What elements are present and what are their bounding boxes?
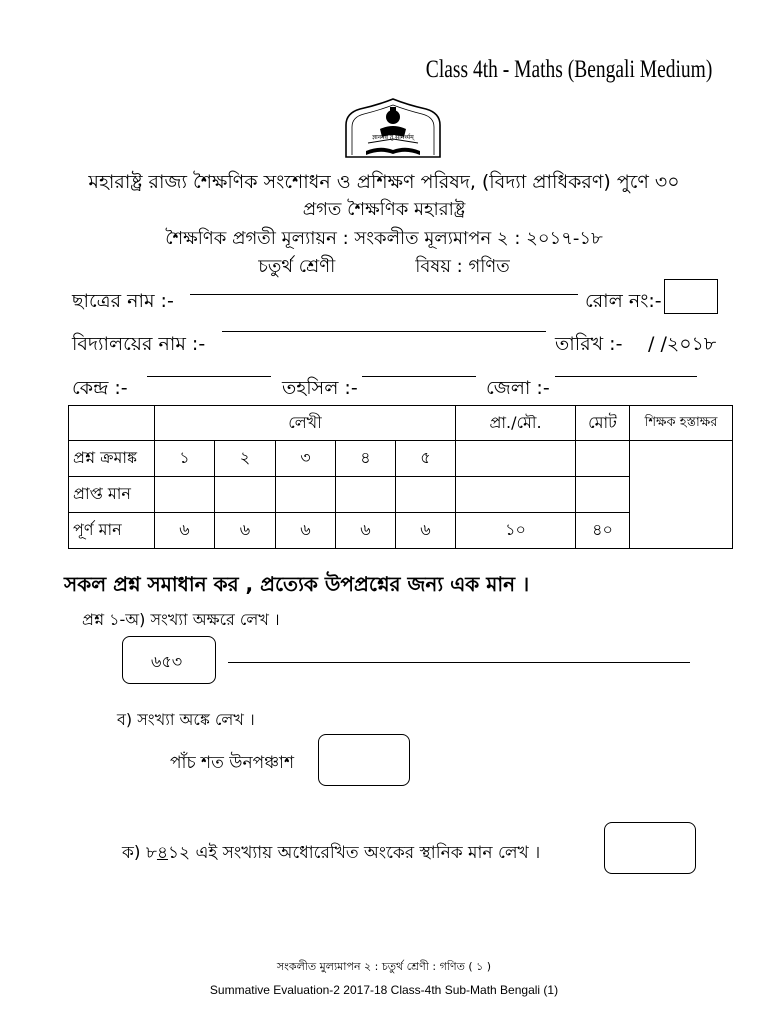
- school-name-label: বিদ্যালয়ের নাম :-: [72, 333, 206, 355]
- class-label: চতুর্থ শ্রেণী: [258, 256, 336, 277]
- footer-english: Summative Evaluation-2 2017-18 Class-4th Sub-Math Bengali (1): [209, 983, 559, 997]
- answer-line-1a[interactable]: [228, 662, 690, 663]
- answer-box-1b[interactable]: [318, 734, 410, 786]
- table-cell: ৫: [396, 441, 456, 477]
- question-1a: প্রশ্ন ১-অ) সংখ্যা অক্ষরে লেখ ।: [82, 610, 280, 629]
- centre-field[interactable]: [147, 376, 271, 377]
- table-cell[interactable]: [215, 477, 276, 513]
- roll-no-box[interactable]: [664, 279, 718, 314]
- marks-table: [68, 405, 733, 549]
- number-653: ৬৫৩: [151, 652, 183, 671]
- table-cell: ৬: [276, 513, 336, 549]
- table-cell: ৩: [276, 441, 336, 477]
- table-cell[interactable]: [155, 477, 215, 513]
- council-title: মহারাষ্ট্র রাজ্য শৈক্ষণিক সংশোধন ও প্রশিক্ষণ পরিষদ, (বিদ্যা প্রাধিকরণ) পুণে ৩০: [88, 171, 680, 193]
- table-cell: [456, 441, 576, 477]
- tehsil-field[interactable]: [362, 376, 476, 377]
- question-1c: [122, 840, 540, 868]
- instructions: সকল প্রশ্ন সমাধান কর , প্রত্যেক উপপ্রশ্নের জন্য এক মান ।: [64, 572, 530, 596]
- table-cell: ৬: [336, 513, 396, 549]
- table-cell: ৪০: [576, 513, 630, 549]
- centre-label: কেন্দ্র :-: [72, 377, 128, 399]
- table-cell[interactable]: [456, 477, 576, 513]
- table-cell: [576, 441, 630, 477]
- table-cell: ২: [215, 441, 276, 477]
- scert-emblem-logo: [338, 95, 448, 161]
- answer-box-1c[interactable]: [604, 822, 696, 874]
- table-cell: ৬: [396, 513, 456, 549]
- number-in-words: পাঁচ শত উনপঞ্চাশ: [170, 753, 295, 773]
- student-name-field[interactable]: [190, 294, 578, 295]
- table-cell: ৬: [155, 513, 215, 549]
- subject-label: বিষয় : গণিত: [415, 256, 510, 277]
- page-header-title: Class 4th - Maths (Bengali Medium): [425, 56, 712, 83]
- teacher-signature-cell[interactable]: [630, 441, 733, 549]
- question-1c-prefix: ক) ৮: [122, 843, 157, 863]
- underlined-digit: ৪: [156, 843, 168, 863]
- class-subject-line: [0, 252, 768, 283]
- table-cell[interactable]: [336, 477, 396, 513]
- teacher-signature-header: শিক্ষক হস্তাক্ষর: [630, 406, 733, 441]
- date-value: / /২০১৮: [648, 333, 717, 355]
- table-cell[interactable]: [276, 477, 336, 513]
- row-label-question-no: প্রশ্ন ক্রমাঙ্ক: [69, 441, 155, 477]
- school-name-field[interactable]: [222, 331, 546, 332]
- oral-header: প্রা./মৌ.: [456, 406, 576, 441]
- table-cell: ৪: [336, 441, 396, 477]
- tehsil-label: তহসিল :-: [282, 377, 358, 399]
- evaluation-title: শৈক্ষণিক প্রগতী মূল্যায়ন : সংকলীত মূল্যমাপন ২ : ২০১৭-১৮: [165, 228, 603, 249]
- footer-bengali: সংকলীত মুল্যমাপন ২ : চতুর্থ শ্রেণী : গণিত ( ১ ): [276, 960, 492, 973]
- written-header: লেখী: [155, 406, 456, 441]
- table-cell[interactable]: [576, 477, 630, 513]
- total-header: মোট: [576, 406, 630, 441]
- row-label-marks-obtained: প্রাপ্ত মান: [69, 477, 155, 513]
- student-name-label: ছাত্রের নাম :-: [72, 290, 174, 312]
- svg-text:ज्ञानमेव तु सामर्थ्यम्: ज्ञानमेव तु सामर्थ्यम्: [372, 134, 414, 141]
- number-box-653: [122, 636, 216, 684]
- table-corner-cell: [69, 406, 155, 441]
- question-1c-suffix: ১২ এই সংখ্যায় অধোরেখিত অংকের স্থানিক মান লেখ ।: [168, 843, 541, 863]
- table-cell: ৬: [215, 513, 276, 549]
- question-1b: ব) সংখ্যা অঙ্কে লেখ ।: [117, 710, 255, 729]
- table-cell: ১০: [456, 513, 576, 549]
- row-label-full-marks: পূর্ণ মান: [69, 513, 155, 549]
- district-field[interactable]: [555, 376, 697, 377]
- roll-no-label: রোল নং:-: [585, 290, 662, 312]
- table-cell[interactable]: [396, 477, 456, 513]
- date-label: তারিখ :-: [555, 333, 623, 355]
- slogan: প্রগত শৈক্ষণিক মহারাষ্ট্র: [302, 199, 466, 220]
- table-cell: ১: [155, 441, 215, 477]
- district-label: জেলা :-: [486, 377, 550, 399]
